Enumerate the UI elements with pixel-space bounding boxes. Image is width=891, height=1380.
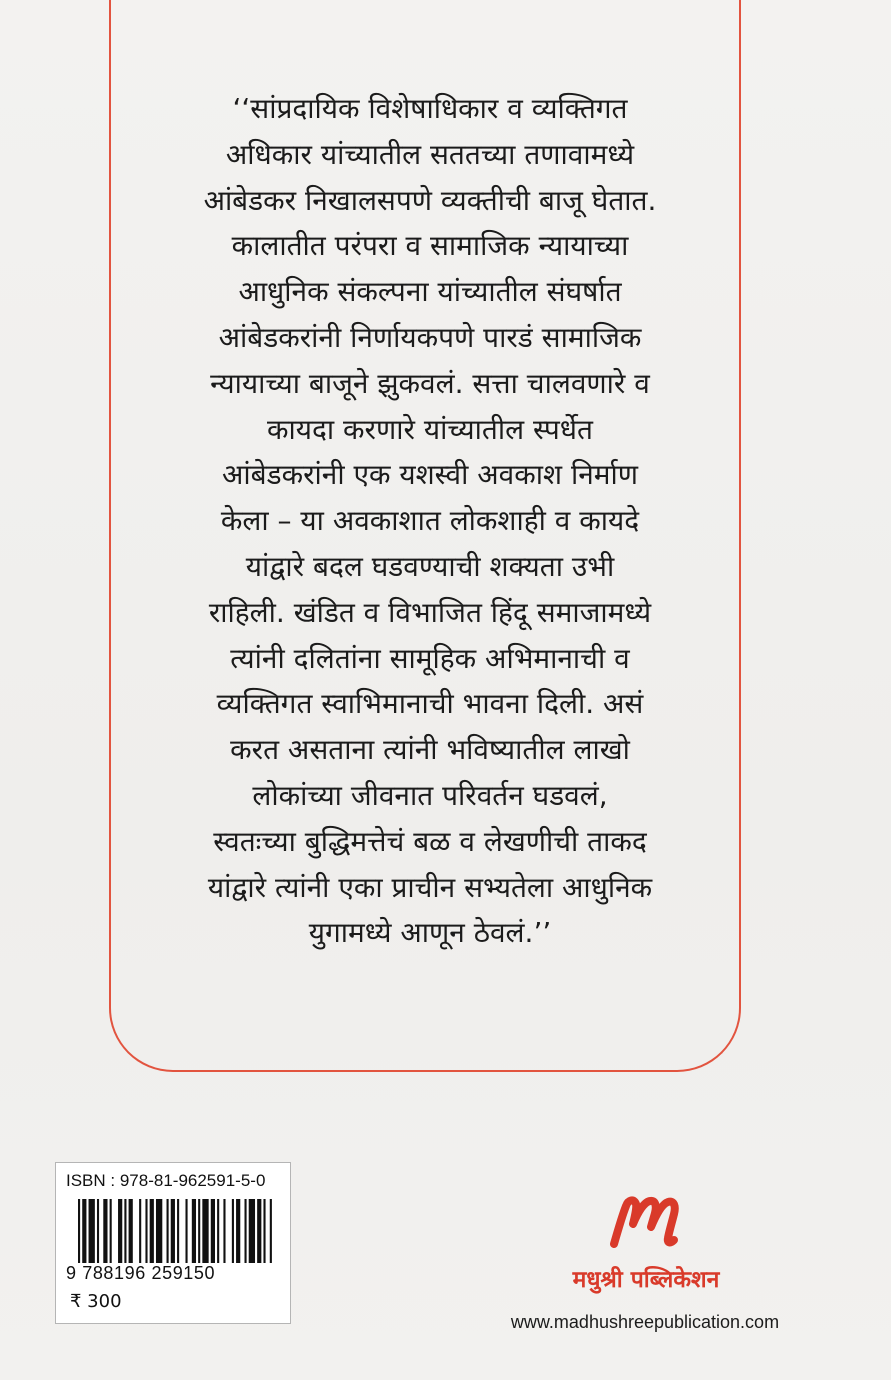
barcode-bar — [118, 1199, 122, 1263]
barcode-bar — [97, 1199, 99, 1263]
barcode-bar — [150, 1199, 154, 1263]
quote-line: त्यांनी दलितांना सामूहिक अभिमानाची व — [230, 641, 630, 675]
quote-line: लोकांच्या जीवनात परिवर्तन घडवलं, — [252, 778, 608, 812]
barcode-box — [55, 1162, 291, 1324]
quote-line: यांद्वारे त्यांनी एका प्राचीन सभ्यतेला आधुनिक — [207, 870, 653, 904]
barcode-bar — [139, 1199, 141, 1263]
barcode-digits: 9 788196 259150 — [66, 1263, 216, 1283]
barcode-bar — [156, 1199, 162, 1263]
barcode-bar — [89, 1199, 95, 1263]
barcode-bar — [103, 1199, 107, 1263]
barcode-bar — [211, 1199, 215, 1263]
barcode-bar — [217, 1199, 219, 1263]
quote-line: ‘‘सांप्रदायिक विशेषाधिकार व व्यक्तिगत — [232, 92, 628, 125]
barcode-bar — [145, 1199, 147, 1263]
barcode-bar — [177, 1199, 179, 1263]
quote-line: स्वतःच्या बुद्धिमत्तेचं बळ व लेखणीची ताकद — [213, 824, 647, 858]
barcode-bar — [192, 1199, 196, 1263]
barcode-bar — [232, 1199, 234, 1263]
quote-line: आंबेडकर निखालसपणे व्यक्तीची बाजू घेतात. — [203, 183, 657, 217]
isbn-label: ISBN : 978-81-962591-5-0 — [66, 1171, 266, 1190]
barcode-bar — [129, 1199, 133, 1263]
quote-line: केला – या अवकाशात लोकशाही व कायदे — [220, 504, 640, 538]
quote-line: यांद्वारे बदल घडवण्याची शक्यता उभी — [245, 549, 615, 583]
barcode-bar — [82, 1199, 86, 1263]
quote-block — [150, 86, 710, 956]
quote-line: कालातीत परंपरा व सामाजिक न्यायाच्या — [231, 229, 629, 263]
publisher-name: मधुश्री पब्लिकेशन — [572, 1267, 720, 1293]
quote-line: आंबेडकरांनी निर्णायकपणे पारडं सामाजिक — [218, 320, 642, 354]
barcode-bar — [270, 1199, 272, 1263]
quote-line: युगामध्ये आणून ठेवलं.’’ — [308, 916, 552, 950]
quote-line: आधुनिक संकल्पना यांच्यातील संघर्षात — [238, 275, 622, 309]
quote-line: आंबेडकरांनी एक यशस्वी अवकाश निर्माण — [222, 458, 638, 492]
quote-line: न्यायाच्या बाजूने झुकवलं. सत्ता चालवणारे व — [210, 366, 650, 400]
publisher-website: www.madhushreepublication.com — [510, 1312, 780, 1332]
barcode-bar — [202, 1199, 208, 1263]
barcode-bar — [249, 1199, 255, 1263]
barcode-bar — [198, 1199, 200, 1263]
barcode-bar — [110, 1199, 112, 1263]
barcode-bar — [244, 1199, 246, 1263]
quote-line: राहिली. खंडित व विभाजित हिंदू समाजामध्ये — [208, 595, 652, 629]
barcode-bar — [171, 1199, 175, 1263]
barcode-bar — [236, 1199, 240, 1263]
barcode-bar — [263, 1199, 265, 1263]
quote-line: कायदा करणारे यांच्यातील स्पर्धेत — [267, 412, 593, 446]
barcode-bar — [167, 1199, 169, 1263]
quote-line: अधिकार यांच्यातील सततच्या तणावामध्ये — [225, 137, 635, 171]
barcode-bar — [257, 1199, 261, 1263]
quote-line: व्यक्तिगत स्वाभिमानाची भावना दिली. असं — [216, 687, 644, 721]
barcode-bar — [185, 1199, 187, 1263]
barcode-bar — [223, 1199, 225, 1263]
barcode-bar — [124, 1199, 126, 1263]
barcode-image — [78, 1199, 274, 1263]
quote-line: करत असताना त्यांनी भविष्यातील लाखो — [230, 733, 630, 767]
price-label: ₹ 300 — [70, 1291, 122, 1312]
barcode-bar — [78, 1199, 80, 1263]
publisher-logo-icon — [608, 1186, 684, 1250]
